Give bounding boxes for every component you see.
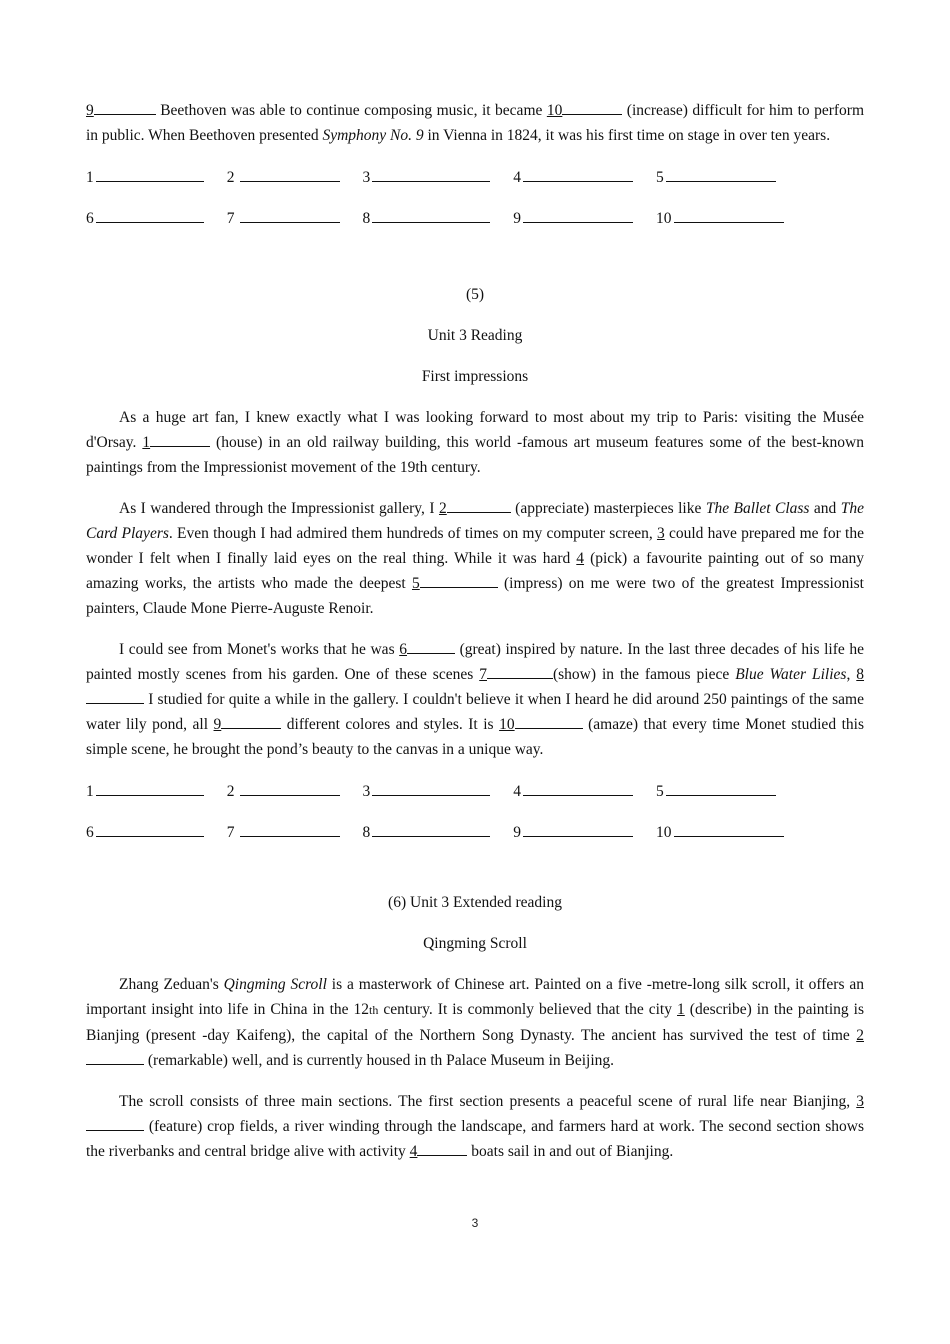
s6-paragraph-1: Zhang Zeduan's Qingming Scroll is a masterwork of Chinese art. Painted on a five -metre-long silk scroll, it offers an important insight into life in China in the 12th century. It is commonly believed that the city 1 (describe) in the painting is Bianjing (present -day Kaifeng), the capital of the Northern Song Dynasty. The ancient has survived the test of time 2 (remarkable) well, and is currently housed in th Palace Museum in Beijing. <box>86 976 865 1069</box>
blank-3[interactable]: 3 <box>86 1093 864 1135</box>
answer-slot[interactable]: 8 <box>363 819 491 844</box>
blank-9[interactable]: 9 <box>214 716 282 733</box>
blank-9[interactable]: 9 <box>86 102 156 119</box>
blank-4[interactable]: 4 <box>410 1143 468 1160</box>
answer-slot[interactable]: 4 <box>513 778 633 803</box>
answer-slot[interactable]: 4 <box>513 164 633 189</box>
work-title: Qingming Scroll <box>223 976 327 993</box>
document-page <box>86 98 864 1180</box>
blank-3[interactable]: 3 <box>656 525 665 542</box>
section-title: Qingming Scroll <box>423 935 527 952</box>
blank-10[interactable]: 10 <box>499 716 583 733</box>
answer-slot[interactable]: 5 <box>656 778 776 803</box>
answer-slot[interactable]: 5 <box>656 164 776 189</box>
s5-paragraph-1: As a huge art fan, I knew exactly what I was looking forward to most about my trip to Paris: visiting the Musée d'Orsay. 1 (house) in an old railway building, this world -famous art museum features some of the best-known paintings from the Impressionist movement of the 19th century. <box>86 409 864 476</box>
s4-answer-row-1 <box>86 164 864 189</box>
s5-paragraph-3: I could see from Monet's works that he was 6 (great) inspired by nature. In the last three decades of his life he painted mostly scenes from his garden. One of these scenes 7 (show) in the famous piece Blue Water Lilies, 8 I studied for quite a while in the gallery. I couldn't believe it when I heard he did around 250 paintings of the same water lily pond, all 9 different colores and styles. It is 10 (amaze) that every time Monet studied this simple scene, he brought the pond’s beauty to the canvas in a unique way. <box>86 637 864 762</box>
section-title: First impressions <box>421 368 529 385</box>
s5-paragraph-2: As I wandered through the Impressionist gallery, I 2 (appreciate) masterpieces like The Ballet Class and The Card Players. Even though I had admired them hundreds of times on my computer screen, 3 could have prepared me for the wonder I felt when I finally laid eyes on the real thing. While it was hard 4 (pick) a favourite painting out of so many amazing works, the artists who made the deepest 5 (impress) on me were two of the greatest Impressionist painters, Claude Mone Pierre-Auguste Renoir. <box>86 496 864 621</box>
blank-2[interactable]: 2 <box>86 1027 864 1069</box>
answer-slot[interactable]: 9 <box>513 819 633 844</box>
answer-slot[interactable]: 6 <box>86 205 204 230</box>
blank-4[interactable]: 4 <box>576 550 585 567</box>
work-title: Blue Water Lilies <box>735 666 847 683</box>
answer-slot[interactable]: 7 <box>227 819 340 844</box>
s4-paragraph-tail: 9 Beethoven was able to continue composing music, it became 10 (increase) difficult for him to perform in public. When Beethoven presented Symphony No. 9 in Vienna in 1824, it was his first time on stage in over ten years. <box>86 98 864 148</box>
blank-5[interactable]: 5 <box>412 575 498 592</box>
section-heading: (6) Unit 3 Extended reading <box>388 894 562 911</box>
answer-slot[interactable]: 1 <box>86 164 204 189</box>
work-title: Symphony No. 9 <box>322 127 424 144</box>
answer-slot[interactable]: 3 <box>363 164 491 189</box>
s5-answer-row-2 <box>86 819 864 844</box>
answer-slot[interactable]: 7 <box>227 205 340 230</box>
s5-answer-row-1 <box>86 778 864 803</box>
section-unit: Unit 3 Reading <box>427 327 523 344</box>
blank-10[interactable]: 10 <box>547 102 623 119</box>
answer-slot[interactable]: 2 <box>227 778 340 803</box>
blank-2[interactable]: 2 <box>439 500 511 517</box>
work-title: The Ballet Class <box>705 500 810 517</box>
blank-8[interactable]: 8 <box>86 666 864 708</box>
answer-slot[interactable]: 9 <box>513 205 633 230</box>
s4-answer-row-2 <box>86 205 864 230</box>
answer-slot[interactable]: 6 <box>86 819 204 844</box>
page-number: 3 <box>471 1216 479 1230</box>
blank-1[interactable]: 1 <box>142 434 210 451</box>
answer-slot[interactable]: 3 <box>363 778 491 803</box>
s6-paragraph-2: The scroll consists of three main sections. The first section presents a peaceful scene of rural life near Bianjing, 3 (feature) crop fields, a river winding through the landscape, and farmers hard at work. The second section shows the riverbanks and central bridge alive with activity 4 boats sail in and out of Bianjing. <box>86 1093 864 1160</box>
section-number: (5) <box>465 286 485 303</box>
answer-slot[interactable]: 2 <box>227 164 340 189</box>
answer-slot[interactable]: 8 <box>363 205 491 230</box>
answer-slot[interactable]: 10 <box>656 205 784 230</box>
answer-slot[interactable]: 1 <box>86 778 204 803</box>
blank-7[interactable]: 7 <box>479 666 553 683</box>
answer-slot[interactable]: 10 <box>656 819 784 844</box>
work-title: The Card Players <box>86 500 865 542</box>
blank-1[interactable]: 1 <box>677 1001 685 1018</box>
blank-6[interactable]: 6 <box>399 641 455 658</box>
